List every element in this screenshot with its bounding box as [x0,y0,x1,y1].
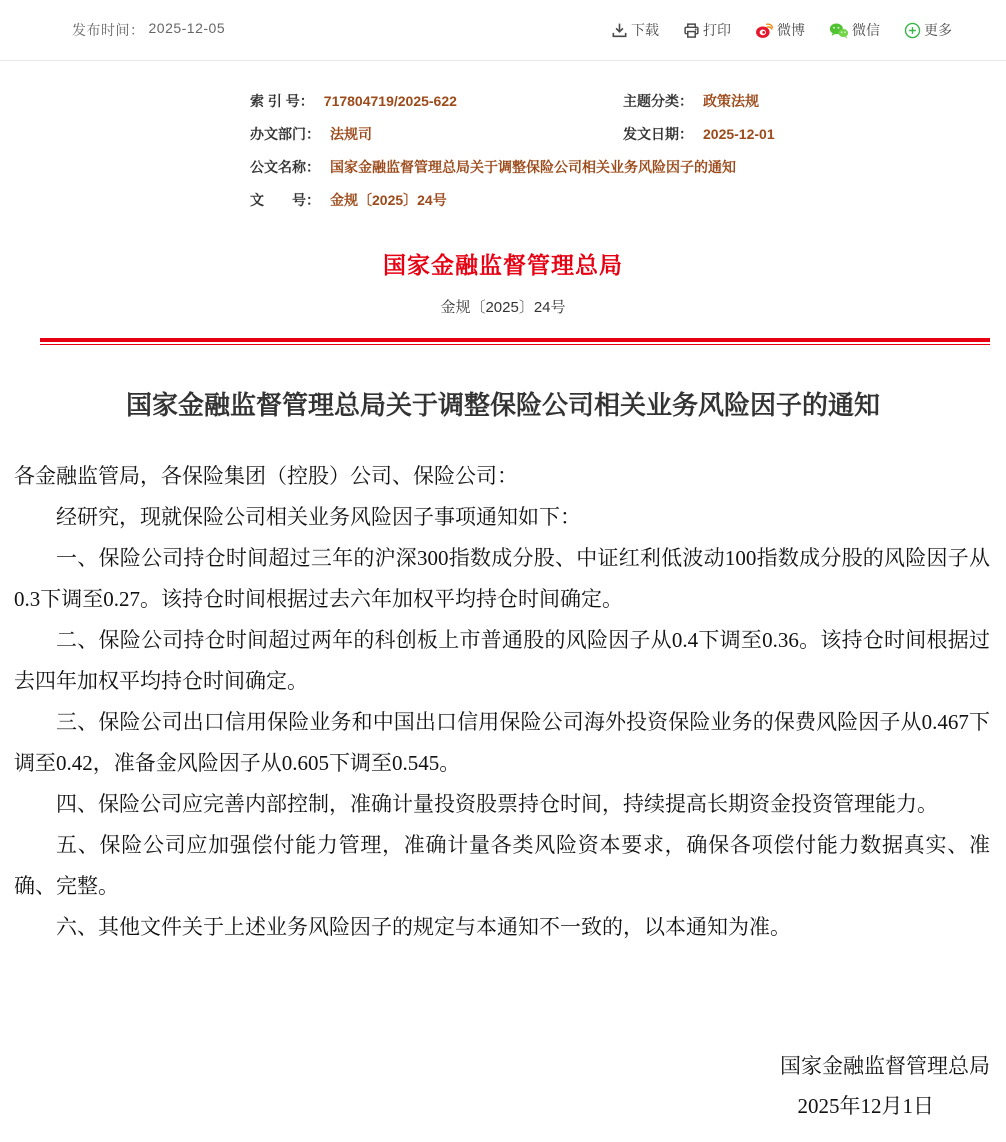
meta-category-value: 政策法规 [703,93,759,109]
meta-doc-name-value: 国家金融监督管理总局关于调整保险公司相关业务风险因子的通知 [330,159,736,175]
meta-index-value: 717804719/2025-622 [323,93,457,109]
download-label: 下载 [631,22,659,38]
meta-issue-date [623,118,775,151]
notice-item-3: 三、保险公司出口信用保险业务和中国出口信用保险公司海外投资保险业务的保费风险因子从0.467下调至0.42，准备金风险因子从0.605下调至0.545。 [14,710,990,775]
meta-category-label: 主题分类： [623,93,693,109]
plus-circle-icon [904,22,921,39]
more-label: 更多 [924,22,952,38]
meta-doc-name-label: 公文名称： [250,159,320,175]
notice-item-2: 二、保险公司持仓时间超过两年的科创板上市普通股的风险因子从0.4下调至0.36。该持仓时间根据过去四年加权平均持仓时间确定。 [14,628,990,693]
signature-date: 2025年12月1日 [797,1094,934,1118]
meta-index-label: 索 引 号： [250,93,314,109]
print-label: 打印 [703,22,731,38]
wechat-icon [829,22,849,39]
meta-category [623,85,759,118]
meta-issue-date-label: 发文日期： [623,126,693,142]
toolbar-actions [611,20,952,40]
share-wechat-button[interactable] [829,20,880,40]
document-metadata [0,85,1006,217]
toolbar [0,0,1006,61]
meta-row [0,151,1006,184]
meta-row [0,118,1006,151]
weibo-label: 微博 [777,22,805,38]
meta-doc-name [250,151,736,184]
signature-block [0,1046,1006,1126]
meta-row [0,85,1006,118]
meta-doc-no [250,184,623,217]
meta-index [250,85,623,118]
signature-agency: 国家金融监督管理总局 [780,1054,990,1078]
notice-item-4: 四、保险公司应完善内部控制，准确计量投资股票持仓时间，持续提高长期资金投资管理能力。 [56,792,938,816]
notice-item-6: 六、其他文件关于上述业务风险因子的规定与本通知不一致的，以本通知为准。 [56,915,791,939]
meta-row [0,184,1006,217]
meta-department-value: 法规司 [330,126,372,142]
publish-time-label: 发布时间： [72,22,145,38]
download-icon [611,22,628,39]
meta-doc-no-value: 金规〔2025〕24号 [330,192,447,208]
wechat-label: 微信 [852,22,880,38]
letterhead-doc-number: 金规〔2025〕24号 [440,299,566,316]
letterhead-agency-title: 国家金融监督管理总局 [383,252,623,278]
meta-department [250,118,623,151]
print-button[interactable] [683,20,731,40]
notice-item-5: 五、保险公司应加强偿付能力管理，准确计量各类风险资本要求，确保各项偿付能力数据真实、准确、完整。 [14,833,990,898]
share-weibo-button[interactable] [755,20,805,40]
meta-department-label: 办文部门： [250,126,320,142]
intro-paragraph: 经研究，现就保险公司相关业务风险因子事项通知如下： [56,505,581,529]
meta-issue-date-value: 2025-12-01 [703,126,775,142]
red-divider-thin-line [40,344,990,345]
document-body [0,456,1006,948]
red-divider [40,338,990,345]
publish-time [72,20,225,40]
notice-item-1: 一、保险公司持仓时间超过三年的沪深300指数成分股、中证红利低波动100指数成分股的风险因子从0.3下调至0.27。该持仓时间根据过去六年加权平均持仓时间确定。 [14,546,990,611]
salutation: 各金融监管局，各保险集团（控股）公司、保险公司： [14,464,518,488]
download-button[interactable] [611,20,659,40]
printer-icon [683,22,700,39]
publish-time-value: 2025-12-05 [148,20,226,36]
document-title: 国家金融监督管理总局关于调整保险公司相关业务风险因子的通知 [125,390,880,420]
red-divider-thick-line [40,338,990,342]
meta-doc-no-label: 文 号： [250,192,320,208]
more-button[interactable] [904,20,952,40]
weibo-icon [755,22,774,39]
